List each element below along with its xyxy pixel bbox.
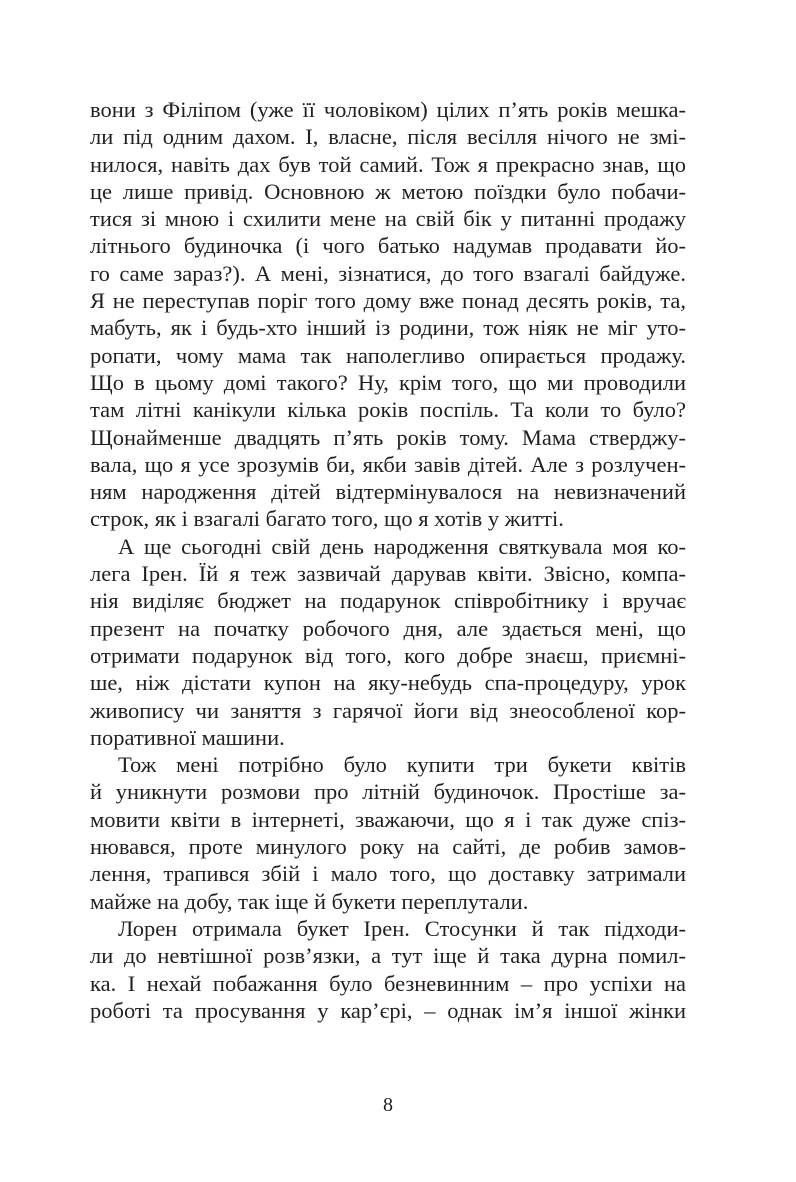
text-line: строк, як і взагалі багато того, що я хотів у житті. [90,506,564,532]
text-line: ли під одним дахом. І, власне, після весілля нічого не змі- [90,124,686,150]
text-line: ли до невтішної розв’язки, а тут іще й така дурна помил- [90,943,686,969]
paragraph [90,533,686,751]
text-line: А ще сьогодні свій день народження святкувала моя ко- [118,533,686,559]
text-line: й уникнути розмови про літній будиночок. Простіше за- [90,779,686,805]
text-line: Лорен отримала букет Ірен. Стосунки й так підходи- [118,915,686,941]
body-text [90,96,686,1024]
text-line: вони з Філіпом (уже її чоловіком) цілих п’ять років мешка- [90,97,686,122]
text-line: це лише привід. Основною ж метою поїздки було побачи- [90,178,686,204]
text-line: вала, що я усе зрозумів би, якби завів дітей. Але з розлучен- [90,451,686,477]
paragraph [90,751,686,915]
text-line: нія виділяє бюджет на подарунок співробітнику і вручає [90,588,686,614]
text-line: мабуть, як і будь-хто інший із родини, тож ніяк не міг уто- [90,315,686,341]
text-line: Що в цьому домі такого? Ну, крім того, що ми проводили [90,369,686,395]
text-line: лення, трапився збій і мало того, що доставку затримали [90,861,686,887]
text-line: Щонайменше двадцять п’ять років тому. Мама стверджу- [90,424,686,450]
text-line: презент на початку робочого дня, але здається мені, що [90,615,686,641]
text-line: Тож мені потрібно було купити три букети квітів [118,752,686,778]
text-line: поративної машини. [90,724,285,750]
text-line: ням народження дітей відтермінувалося на невизначений [90,479,686,505]
text-line: Я не переступав поріг того дому вже понад десять років, та, [90,288,686,314]
paragraph [90,96,686,533]
text-line: там літні канікули кілька років поспіль. Та коли то було? [90,397,686,423]
paragraph [90,915,686,1024]
text-line: літнього будиночка (і чого батько надумав продавати йо- [90,233,686,259]
text-line: живопису чи заняття з гарячої йоги від знеособленої кор- [90,697,686,723]
text-line: ропати, чому мама так наполегливо опирається продажу. [90,342,686,368]
text-line: лега Ірен. Їй я теж зазвичай дарував квіти. Звісно, компа- [90,561,686,587]
text-line: мовити квіти в інтернеті, зважаючи, що я і так дуже спіз- [90,806,686,832]
text-line: отримати подарунок від того, кого добре знаєш, приємні- [90,642,686,668]
text-line: ше, ніж дістати купон на яку-небудь спа-процедуру, урок [90,670,686,696]
text-line: го саме зараз?). А мені, зізнатися, до того взагалі байдуже. [90,260,686,286]
text-line: тися зі мною і схилити мене на свій бік у питанні продажу [90,206,686,232]
text-line: нювався, проте минулого року на сайті, де робив замов- [90,834,686,860]
text-line: роботі та просування у кар’єрі, – однак ім’я іншої жінки [90,997,686,1023]
text-line: ка. І нехай побажання було безневинним – про успіхи на [90,970,686,996]
text-line: нилося, навіть дах був той самий. Тож я прекрасно знав, що [90,151,686,177]
page-number: 8 [383,1094,393,1116]
text-line: майже на добу, так іще й букети переплутали. [90,888,529,914]
